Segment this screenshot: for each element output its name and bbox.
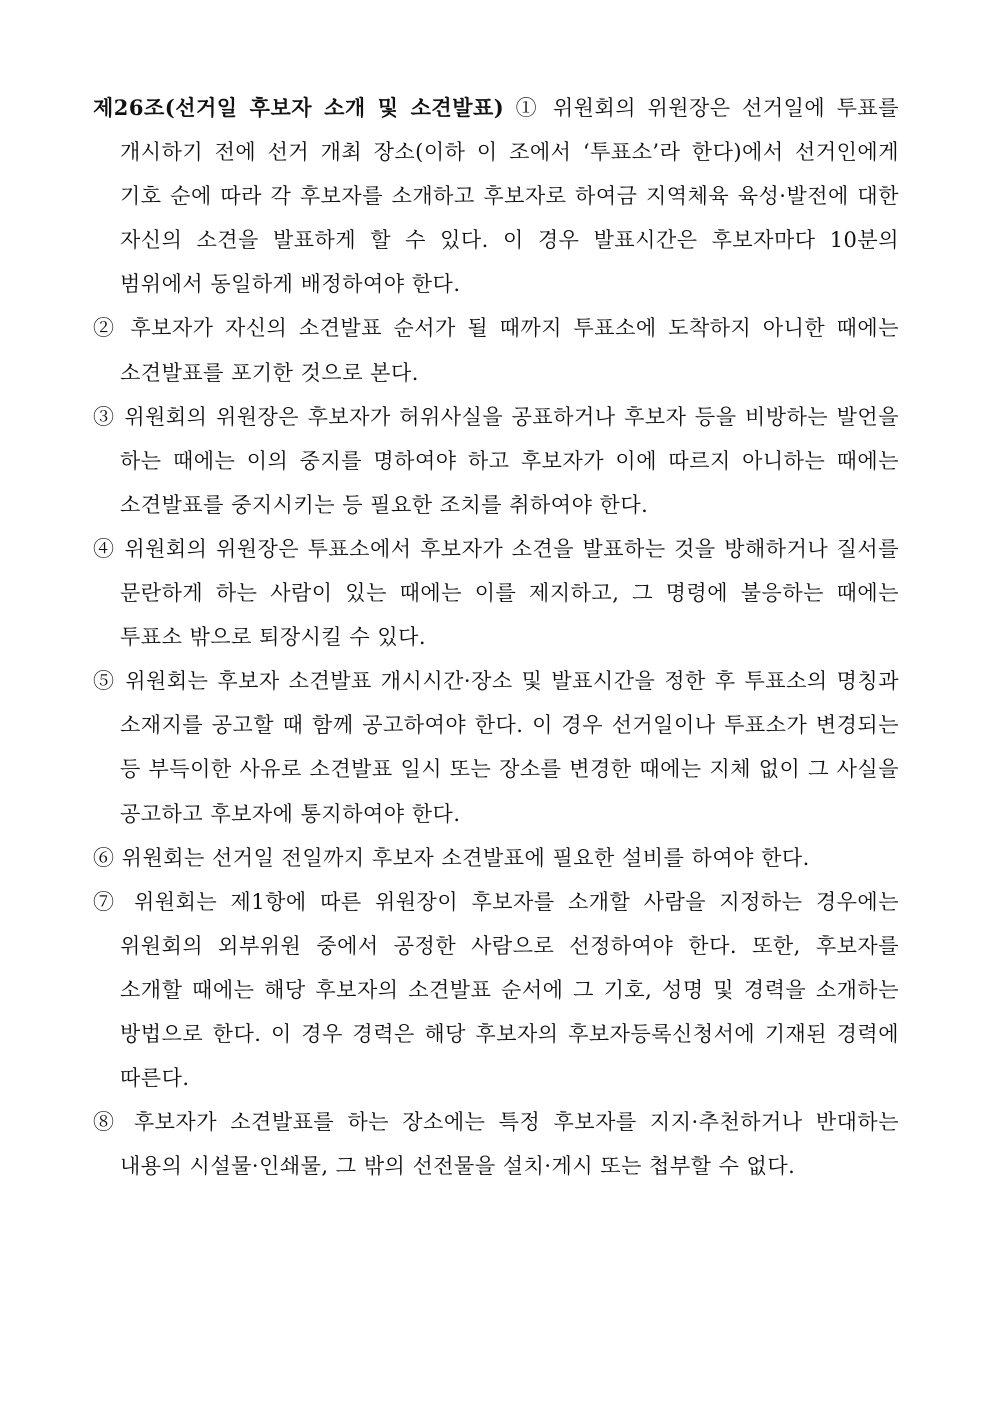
article-paragraph-8: ⑧ 후보자가 소견발표를 하는 장소에는 특정 후보자를 지지·추천하거나 반대하는 내용의 시설물·인쇄물, 그 밖의 선전물을 설치·게시 또는 첩부할 수 없다. [93, 1110, 899, 1179]
article-paragraph-4: ④ 위원회의 위원장은 투표소에서 후보자가 소견을 발표하는 것을 방해하거나 질서를 문란하게 하는 사람이 있는 때에는 이를 제지하고, 그 명령에 불응하는 때에는 투표소 밖으로 퇴장시킬 수 있다. [93, 536, 899, 650]
article-paragraph-6: ⑥ 위원회는 선거일 전일까지 후보자 소견발표에 필요한 설비를 하여야 한다. [93, 845, 810, 870]
article-paragraph-5: ⑤ 위원회는 후보자 소견발표 개시시간·장소 및 발표시간을 정한 후 투표소의 명칭과 소재지를 공고할 때 함께 공고하여야 한다. 이 경우 선거일이나 투표소가 변경되는 등 부득이한 사유로 소견발표 일시 또는 장소를 변경한 때에는 지체 없이 그 사실을 공고하고 후보자에 통지하여야 한다. [93, 669, 899, 826]
article-heading: 제26조(선거일 후보자 소개 및 소견발표) [93, 95, 505, 120]
article-paragraph-2: ② 후보자가 자신의 소견발표 순서가 될 때까지 투표소에 도착하지 아니한 때에는 소견발표를 포기한 것으로 본다. [93, 316, 899, 385]
article-paragraph-3: ③ 위원회의 위원장은 후보자가 허위사실을 공표하거나 후보자 등을 비방하는 발언을 하는 때에는 이의 중지를 명하여야 하고 후보자가 이에 따르지 아니하는 때에는 소견발표를 중지시키는 등 필요한 조치를 취하여야 한다. [93, 404, 899, 517]
paragraph-text-1: ① 위원회의 위원장은 선거일에 투표를 개시하기 전에 선거 개최 장소(이하 이 조에서 ‘투표소’라 한다)에서 선거인에게 기호 순에 따라 각 후보자를 소개하고 후보자로 하여금 지역체육 육성·발전에 대한 자신의 소견을 발표하게 할 수 있다. 이 경우 발표시간은 후보자마다 10분의 범위에서 동일하게 배정하여야 한다. [120, 96, 899, 297]
article-26 [93, 86, 899, 1188]
article-paragraph-1 [93, 86, 899, 306]
article-paragraph-7: ⑦ 위원회는 제1항에 따른 위원장이 후보자를 소개할 사람을 지정하는 경우에는 위원회의 외부위원 중에서 공정한 사람으로 선정하여야 한다. 또한, 후보자를 소개할 때에는 해당 후보자의 소견발표 순서에 그 기호, 성명 및 경력을 소개하는 방법으로 한다. 이 경우 경력은 해당 후보자의 후보자등록신청서에 기재된 경력에 따른다. [93, 889, 899, 1091]
